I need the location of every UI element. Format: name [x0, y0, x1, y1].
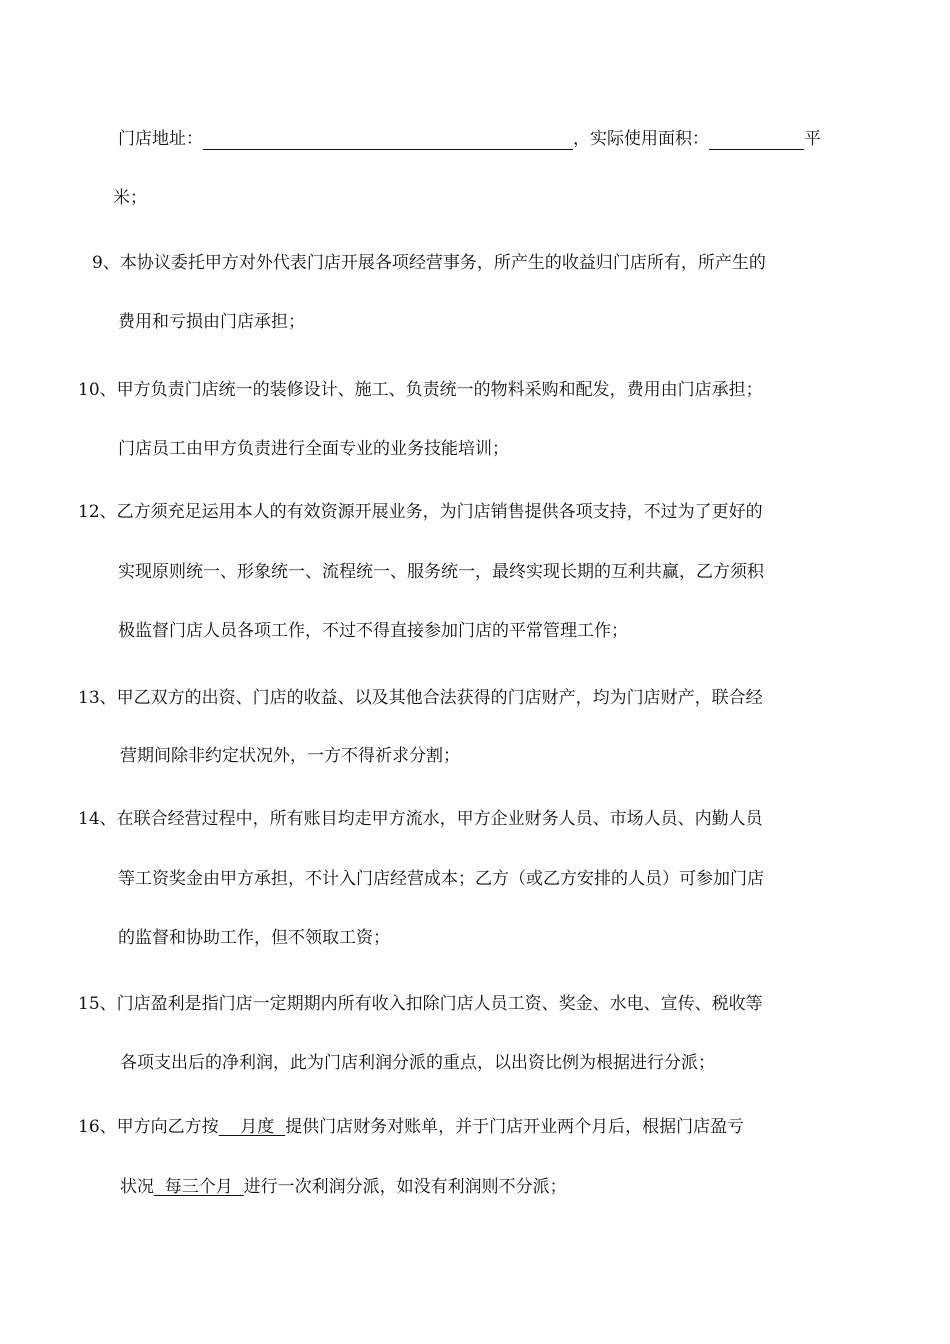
clause-number: 16、	[78, 1117, 117, 1137]
clause-12-line-2: 实现原则统一、形象统一、流程统一、服务统一，最终实现长期的互利共赢，乙方须积	[118, 562, 764, 582]
clause-14-line-2: 等工资奖金由甲方承担，不计入门店经营成本；乙方（或乙方安排的人员）可参加门店	[118, 869, 764, 889]
clause-number: 15、	[78, 994, 117, 1014]
clause-13-line-2: 营期间除非约定状况外，一方不得祈求分割；	[120, 746, 460, 766]
clause-number: 14、	[78, 809, 117, 829]
clause-12	[78, 501, 763, 523]
clause-text: 乙方须充足运用本人的有效资源开展业务，为门店销售提供各项支持，不过为了更好的	[116, 502, 763, 522]
address-line-continuation: 米；	[113, 188, 147, 208]
address-line	[118, 128, 821, 150]
clause-text: 进行一次利润分派，如没有利润则不分派；	[243, 1177, 567, 1197]
clause-10-line-2: 门店员工由甲方负责进行全面专业的业务技能培训；	[118, 439, 509, 459]
filled-blank-frequency: 每三个月	[154, 1177, 244, 1197]
clause-16-line-2	[120, 1176, 567, 1198]
clause-13	[78, 687, 763, 709]
clause-14	[78, 808, 763, 830]
clause-number: 12、	[78, 502, 117, 522]
clause-15-line-2: 各项支出后的净利润，此为门店利润分派的重点，以出资比例为根据进行分派；	[120, 1053, 715, 1073]
clause-text: 在联合经营过程中，所有账目均走甲方流水，甲方企业财务人员、市场人员、内勤人员	[116, 809, 763, 829]
clause-text: 提供门店财务对账单，并于门店开业两个月后，根据门店盈亏	[285, 1117, 745, 1137]
clause-9	[92, 252, 766, 274]
address-label: 门店地址：	[118, 129, 203, 149]
clause-10	[78, 379, 763, 401]
clause-number: 13、	[78, 688, 117, 708]
clause-15	[78, 993, 763, 1015]
clause-number: 10、	[78, 380, 117, 400]
area-label: ，实际使用面积：	[573, 129, 709, 149]
area-blank	[709, 131, 804, 150]
clause-16	[78, 1116, 744, 1138]
clause-text: 甲乙双方的出资、门店的收益、以及其他合法获得的门店财产，均为门店财产，联合经	[116, 688, 763, 708]
clause-number: 9、	[92, 253, 120, 273]
filled-blank-period: 月度	[218, 1117, 286, 1137]
clause-text: 甲方负责门店统一的装修设计、施工、负责统一的物料采购和配发，费用由门店承担；	[116, 380, 763, 400]
clause-text: 状况	[120, 1177, 154, 1197]
address-blank	[203, 131, 573, 150]
area-unit: 平	[804, 129, 821, 149]
clause-12-line-3: 极监督门店人员各项工作，不过不得直接参加门店的平常管理工作；	[118, 621, 628, 641]
clause-14-line-3: 的监督和协助工作，但不领取工资；	[118, 928, 390, 948]
clause-text: 门店盈利是指门店一定期期内所有收入扣除门店人员工资、奖金、水电、宣传、税收等	[116, 994, 763, 1014]
clause-text: 本协议委托甲方对外代表门店开展各项经营事务，所产生的收益归门店所有，所产生的	[119, 253, 766, 273]
clause-9-line-2: 费用和亏损由门店承担；	[118, 312, 305, 332]
clause-text: 甲方向乙方按	[116, 1117, 219, 1137]
